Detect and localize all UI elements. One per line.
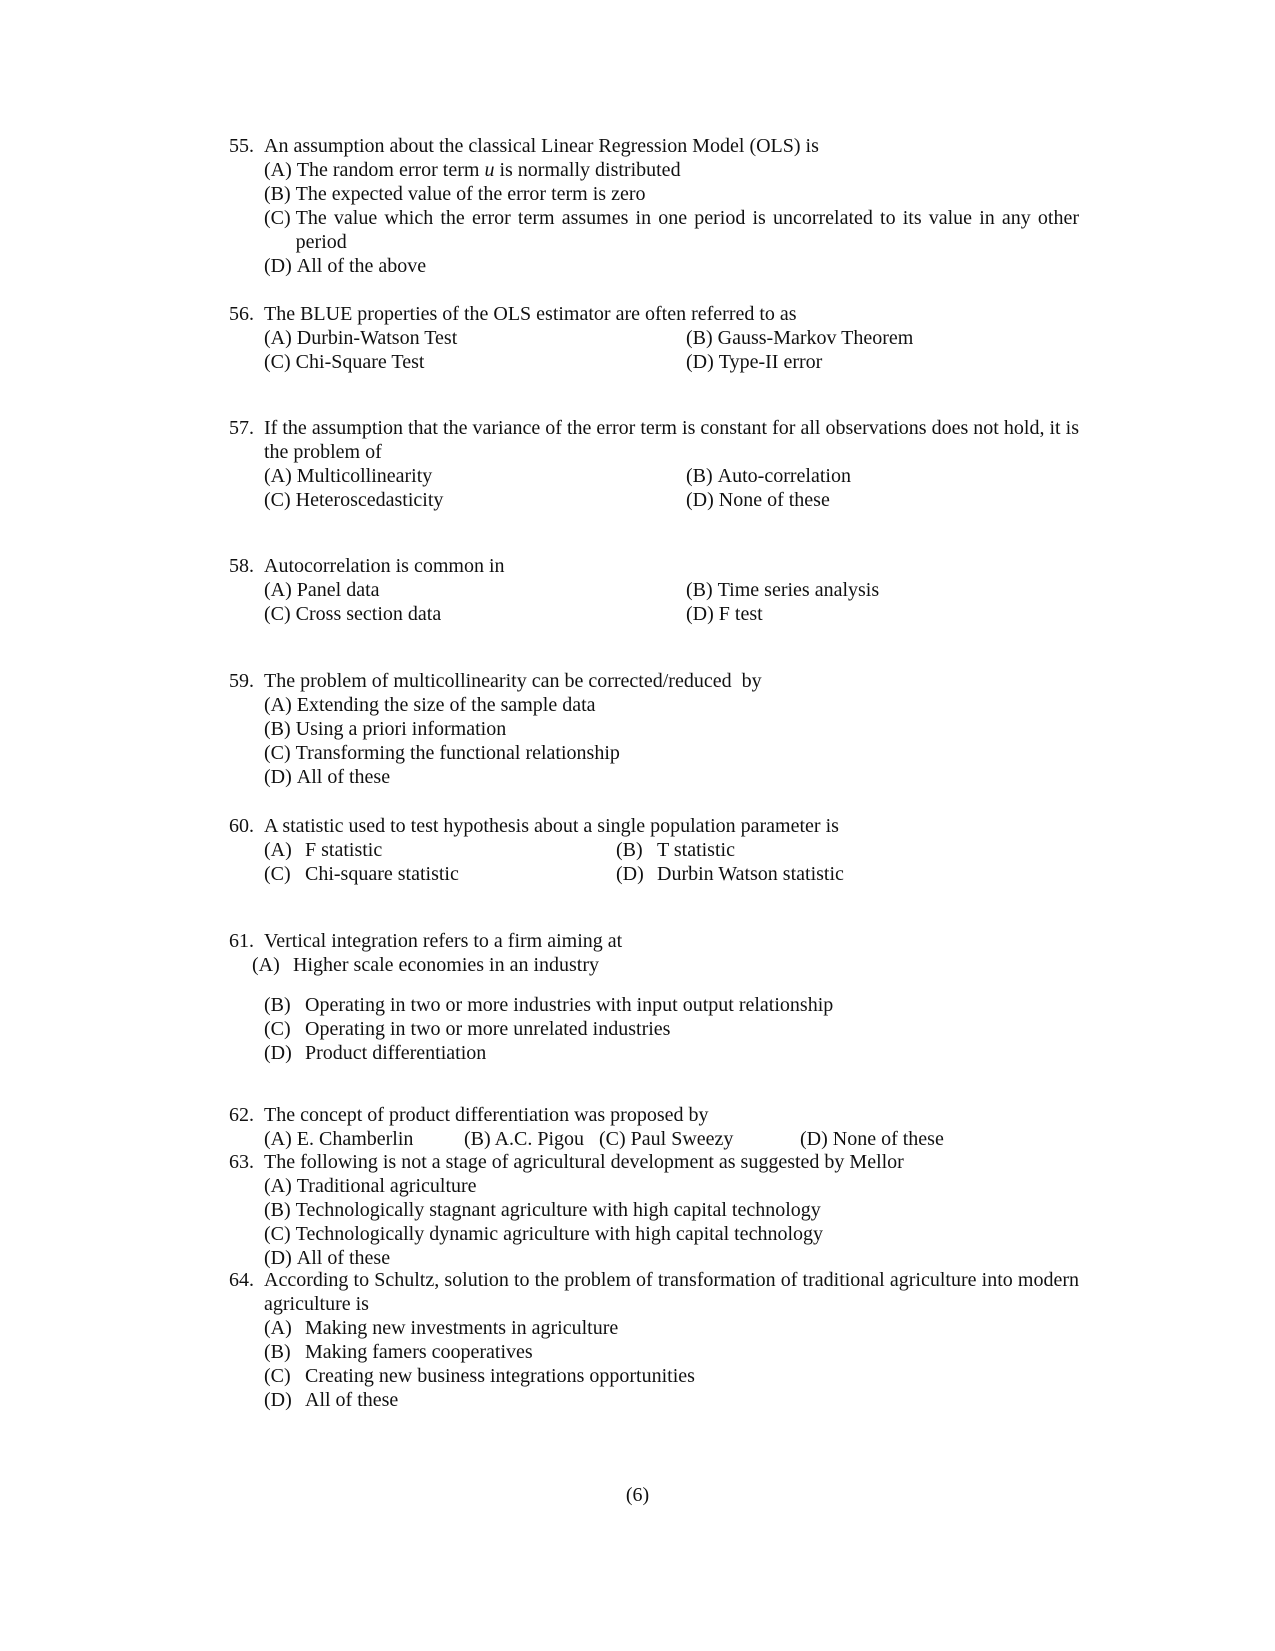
question-64 — [229, 1268, 1079, 1412]
option-c — [264, 862, 616, 886]
option-label: (D) — [264, 1389, 292, 1411]
option-text: Making new investments in agriculture — [305, 1317, 619, 1339]
question-stem — [229, 1150, 1079, 1174]
option-text: Cross section data — [295, 603, 442, 625]
question-number: 55. — [229, 135, 254, 157]
option-label: (C) — [264, 1018, 291, 1040]
options-row — [264, 1127, 1079, 1151]
option-d — [616, 862, 1036, 886]
option-text: Durbin-Watson Test — [296, 327, 458, 349]
question-text: The concept of product differentiation was proposed by — [264, 1104, 709, 1126]
question-57 — [229, 416, 1079, 512]
option-text: Type-II error — [718, 351, 823, 373]
question-stem — [229, 1103, 1079, 1127]
option-label: (B) — [464, 1128, 491, 1150]
option-label: (A) — [264, 694, 292, 716]
question-text: The problem of multicollinearity can be corrected/reduced by — [264, 670, 762, 692]
option-text: All of these — [296, 1247, 391, 1269]
option-text: Durbin Watson statistic — [657, 863, 844, 885]
option-text: Panel data — [296, 579, 380, 601]
question-text: Vertical integration refers to a firm aiming at — [264, 930, 623, 952]
option-d — [264, 1246, 1079, 1270]
option-a — [264, 838, 616, 862]
option-label: (A) — [264, 1317, 292, 1339]
option-text: F statistic — [305, 839, 383, 861]
option-text: All of these — [305, 1389, 399, 1411]
option-c — [264, 1364, 1079, 1388]
option-text: Chi-Square Test — [295, 351, 425, 373]
option-text: Creating new business integrations opportunities — [305, 1365, 695, 1387]
option-label: (D) — [686, 489, 714, 511]
option-b — [264, 1198, 1079, 1222]
question-text: A statistic used to test hypothesis about a single population parameter is — [264, 815, 839, 837]
question-59 — [229, 669, 1079, 789]
option-c — [264, 488, 686, 512]
question-text: The BLUE properties of the OLS estimator are often referred to as — [264, 303, 797, 325]
option-text: T statistic — [657, 839, 735, 861]
option-label: (C) — [264, 1365, 291, 1387]
option-c — [264, 350, 686, 374]
option-a — [264, 158, 1079, 182]
option-d — [800, 1127, 944, 1151]
question-number: 56. — [229, 303, 254, 325]
option-b — [686, 326, 1106, 350]
option-text: None of these — [718, 489, 830, 511]
question-61 — [229, 929, 1079, 1065]
option-a — [264, 1127, 413, 1151]
question-stem — [229, 416, 1079, 464]
option-a — [264, 693, 1079, 717]
question-stem — [229, 669, 1079, 693]
option-text: F test — [718, 603, 763, 625]
question-text: If the assumption that the variance of the error term is constant for all observations does not hold, it is the problem of — [264, 417, 1079, 463]
option-text: All of these — [296, 766, 391, 788]
option-d — [686, 350, 1106, 374]
option-label: (B) — [264, 994, 291, 1016]
question-63 — [229, 1150, 1079, 1270]
option-text: Operating in two or more unrelated industries — [305, 1018, 671, 1040]
question-text: An assumption about the classical Linear Regression Model (OLS) is — [264, 135, 819, 157]
option-b — [264, 993, 1079, 1017]
question-number: 61. — [229, 930, 254, 952]
option-label: (D) — [686, 603, 714, 625]
option-b — [264, 1340, 1079, 1364]
option-text: Auto-correlation — [717, 465, 851, 487]
question-number: 62. — [229, 1104, 254, 1126]
options-grid — [264, 838, 1079, 886]
option-label: (C) — [264, 1223, 291, 1245]
option-text: Paul Sweezy — [630, 1128, 734, 1150]
option-label: (A) — [264, 327, 292, 349]
option-d — [264, 1041, 1079, 1065]
option-text: Using a priori information — [295, 718, 507, 740]
option-label: (A) — [264, 1128, 292, 1150]
question-62 — [229, 1103, 1079, 1151]
question-text: Autocorrelation is common in — [264, 555, 505, 577]
option-text: All of the above — [296, 255, 427, 277]
options-grid — [264, 578, 1079, 626]
question-stem — [229, 302, 1079, 326]
option-label: (B) — [616, 839, 643, 861]
option-text: Operating in two or more industries with input output relationship — [305, 994, 834, 1016]
spacer — [229, 977, 1079, 993]
option-a — [264, 326, 686, 350]
option-a — [264, 578, 686, 602]
option-c — [264, 1222, 1079, 1246]
option-a — [264, 464, 686, 488]
option-text: The value which the error term assumes in one period is uncorrelated to its value in any other period — [295, 207, 1079, 253]
option-text: Heteroscedasticity — [295, 489, 444, 511]
option-label: (C) — [599, 1128, 626, 1150]
option-text: Product differentiation — [305, 1042, 487, 1064]
option-text: Technologically dynamic agriculture with high capital technology — [295, 1223, 823, 1245]
question-number: 64. — [229, 1269, 254, 1291]
option-label: (D) — [800, 1128, 828, 1150]
options-grid — [264, 464, 1079, 512]
option-label: (C) — [264, 742, 291, 764]
question-55 — [229, 134, 1079, 278]
option-text: Time series analysis — [717, 579, 880, 601]
option-text: E. Chamberlin — [296, 1128, 414, 1150]
page-number: (6) — [625, 1484, 650, 1506]
option-label: (C) — [264, 351, 291, 373]
option-label: (A) — [264, 579, 292, 601]
question-stem — [229, 814, 1079, 838]
question-text: The following is not a stage of agricultural development as suggested by Mellor — [264, 1151, 904, 1173]
option-label: (A) — [252, 954, 280, 976]
question-58 — [229, 554, 1079, 626]
option-label: (C) — [264, 489, 291, 511]
option-b — [464, 1127, 584, 1151]
option-c — [599, 1127, 733, 1151]
option-label: (A) — [264, 159, 292, 181]
option-a — [252, 953, 1079, 977]
question-number: 63. — [229, 1151, 254, 1173]
option-label: (B) — [264, 1199, 291, 1221]
option-label: (C) — [264, 207, 291, 229]
option-label: (C) — [264, 603, 291, 625]
option-text: Chi-square statistic — [305, 863, 459, 885]
question-number: 60. — [229, 815, 254, 837]
option-label: (B) — [686, 465, 713, 487]
question-number: 59. — [229, 670, 254, 692]
option-text-italic: u — [484, 159, 495, 181]
question-56 — [229, 302, 1079, 374]
option-b — [616, 838, 1036, 862]
question-stem — [229, 134, 1079, 158]
option-text: Traditional agriculture — [296, 1175, 477, 1197]
option-text: Transforming the functional relationship — [295, 742, 620, 764]
option-text-part: is normally distributed — [494, 159, 681, 181]
option-d — [686, 488, 1106, 512]
option-c — [264, 1017, 1079, 1041]
option-d — [264, 765, 1079, 789]
option-text — [292, 158, 1079, 182]
options-grid — [264, 326, 1079, 374]
option-label: (D) — [264, 766, 292, 788]
option-text: Extending the size of the sample data — [296, 694, 596, 716]
option-d — [264, 254, 1079, 278]
option-label: (D) — [264, 1042, 292, 1064]
option-c — [264, 741, 1079, 765]
question-number: 57. — [229, 417, 254, 439]
option-label: (B) — [264, 718, 291, 740]
question-text: According to Schultz, solution to the problem of transformation of traditional agriculture into modern agriculture is — [264, 1269, 1079, 1315]
option-label: (B) — [686, 579, 713, 601]
option-label: (D) — [264, 1247, 292, 1269]
option-b — [686, 464, 1106, 488]
option-d — [264, 1388, 1079, 1412]
option-text-part: The random error term — [296, 159, 485, 181]
option-label: (A) — [264, 1175, 292, 1197]
option-text: The expected value of the error term is zero — [295, 183, 646, 205]
option-label: (B) — [264, 183, 291, 205]
option-label: (D) — [686, 351, 714, 373]
option-text: Making famers cooperatives — [305, 1341, 533, 1363]
option-c — [264, 206, 1079, 254]
option-b — [264, 182, 1079, 206]
option-text: Multicollinearity — [296, 465, 433, 487]
option-a — [264, 1316, 1079, 1340]
option-label: (B) — [264, 1341, 291, 1363]
option-d — [686, 602, 1106, 626]
question-60 — [229, 814, 1079, 886]
option-text: A.C. Pigou — [494, 1128, 585, 1150]
question-number: 58. — [229, 555, 254, 577]
question-stem — [229, 1268, 1079, 1316]
option-text: Technologically stagnant agriculture with high capital technology — [295, 1199, 821, 1221]
option-label: (B) — [686, 327, 713, 349]
option-label: (D) — [616, 863, 644, 885]
option-b — [686, 578, 1106, 602]
option-text: None of these — [832, 1128, 944, 1150]
option-a — [264, 1174, 1079, 1198]
option-b — [264, 717, 1079, 741]
question-stem — [229, 929, 1079, 953]
option-text: Higher scale economies in an industry — [293, 954, 600, 976]
option-label: (D) — [264, 255, 292, 277]
question-stem — [229, 554, 1079, 578]
option-text: Gauss-Markov Theorem — [717, 327, 914, 349]
option-c — [264, 602, 686, 626]
option-label: (C) — [264, 863, 291, 885]
option-label: (A) — [264, 465, 292, 487]
option-label: (A) — [264, 839, 292, 861]
